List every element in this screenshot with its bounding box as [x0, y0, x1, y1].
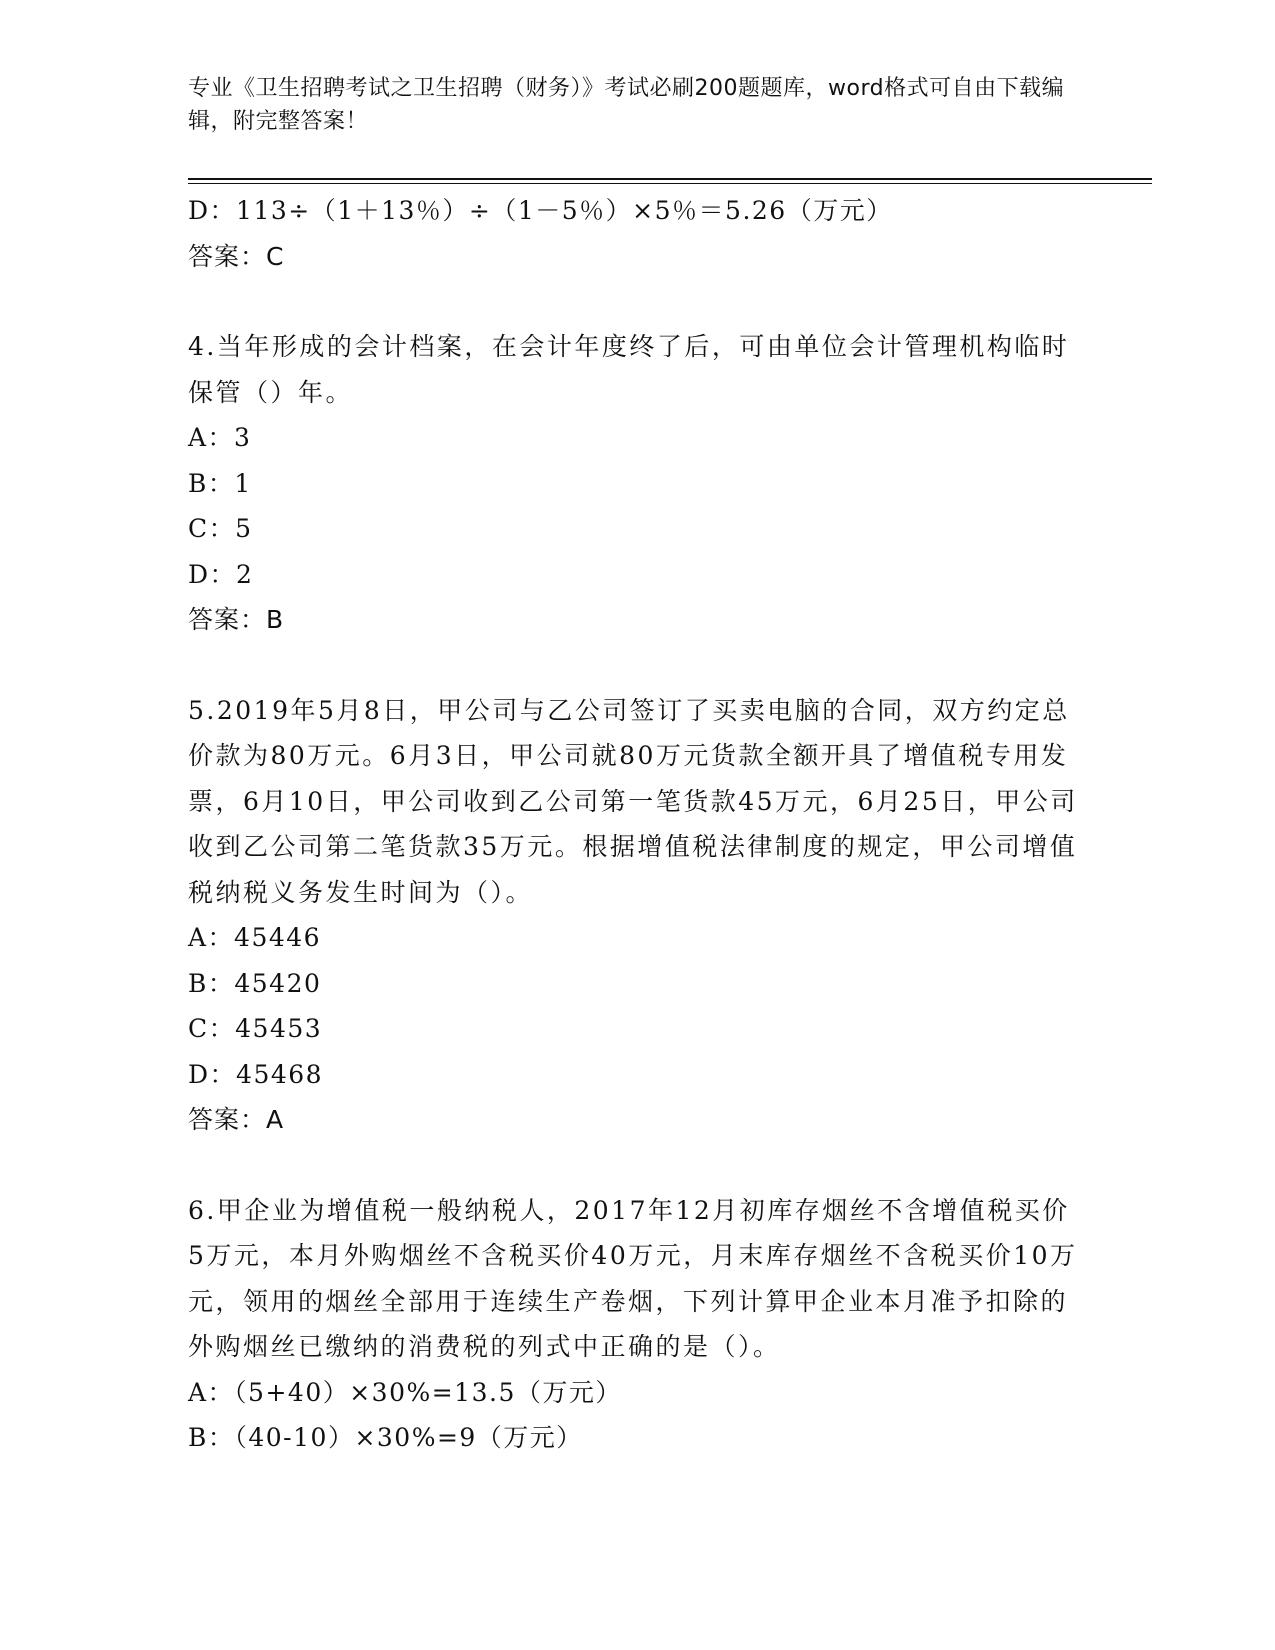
- q6-option-b: B：（40-10）×30%=9（万元）: [188, 1423, 583, 1452]
- q5-answer: 答案：A: [188, 1105, 285, 1134]
- q3-option-d: D：113÷（1＋13％）÷（1－5％）×5％＝5.26（万元）: [188, 196, 893, 225]
- q5-option-a: A：45446: [188, 923, 322, 952]
- q4-option-a: A：3: [188, 423, 252, 452]
- q6-option-a: A：（5+40）×30%=13.5（万元）: [188, 1377, 622, 1407]
- q6-question: 6.甲企业为增值税一般纳税人，2017年12月初库存烟丝不含增值税买价5万元，本月外购烟丝不含税买价40万元，月末库存烟丝不含税买价10万元，领用的烟丝全部用于连续生产卷烟，下列计算甲企业本月准予扣除的外购烟丝已缴纳的消费税的列式中正确的是（）。: [188, 1195, 1078, 1361]
- page-header: 专业《卫生招聘考试之卫生招聘（财务）》考试必刷200题题库，word格式可自由下载编辑，附完整答案！: [188, 76, 1065, 134]
- spacer: [188, 279, 1088, 324]
- q5-question: 5.2019年5月8日，甲公司与乙公司签订了买卖电脑的合同，双方约定总价款为80万元。6月3日，甲公司就80万元货款全额开具了增值税专用发票，6月10日，甲公司收到乙公司第一笔货款45万元，6月25日，甲公司收到乙公司第二笔货款35万元。根据增值税法律制度的规定，甲公司增值税纳税义务发生时间为（）。: [188, 695, 1078, 907]
- q4-question: 4.当年形成的会计档案，在会计年度终了后，可由单位会计管理机构临时保管（）年。: [188, 332, 1070, 407]
- q4-option-d: D：2: [188, 559, 254, 589]
- question-list: [188, 188, 1088, 1461]
- q5-option-b: B：45420: [188, 968, 322, 998]
- q5-option-d: D：45468: [188, 1059, 324, 1089]
- q4-option-b: B：1: [188, 468, 252, 498]
- q3-answer: 答案：C: [188, 241, 285, 271]
- spacer: [188, 1143, 1088, 1188]
- q4-answer: 答案：B: [188, 605, 285, 634]
- q5-option-c: C：45453: [188, 1014, 323, 1043]
- header-divider-thin: [188, 183, 1152, 184]
- spacer: [188, 643, 1088, 688]
- q4-option-c: C：5: [188, 514, 253, 543]
- header-divider-thick: [188, 178, 1152, 180]
